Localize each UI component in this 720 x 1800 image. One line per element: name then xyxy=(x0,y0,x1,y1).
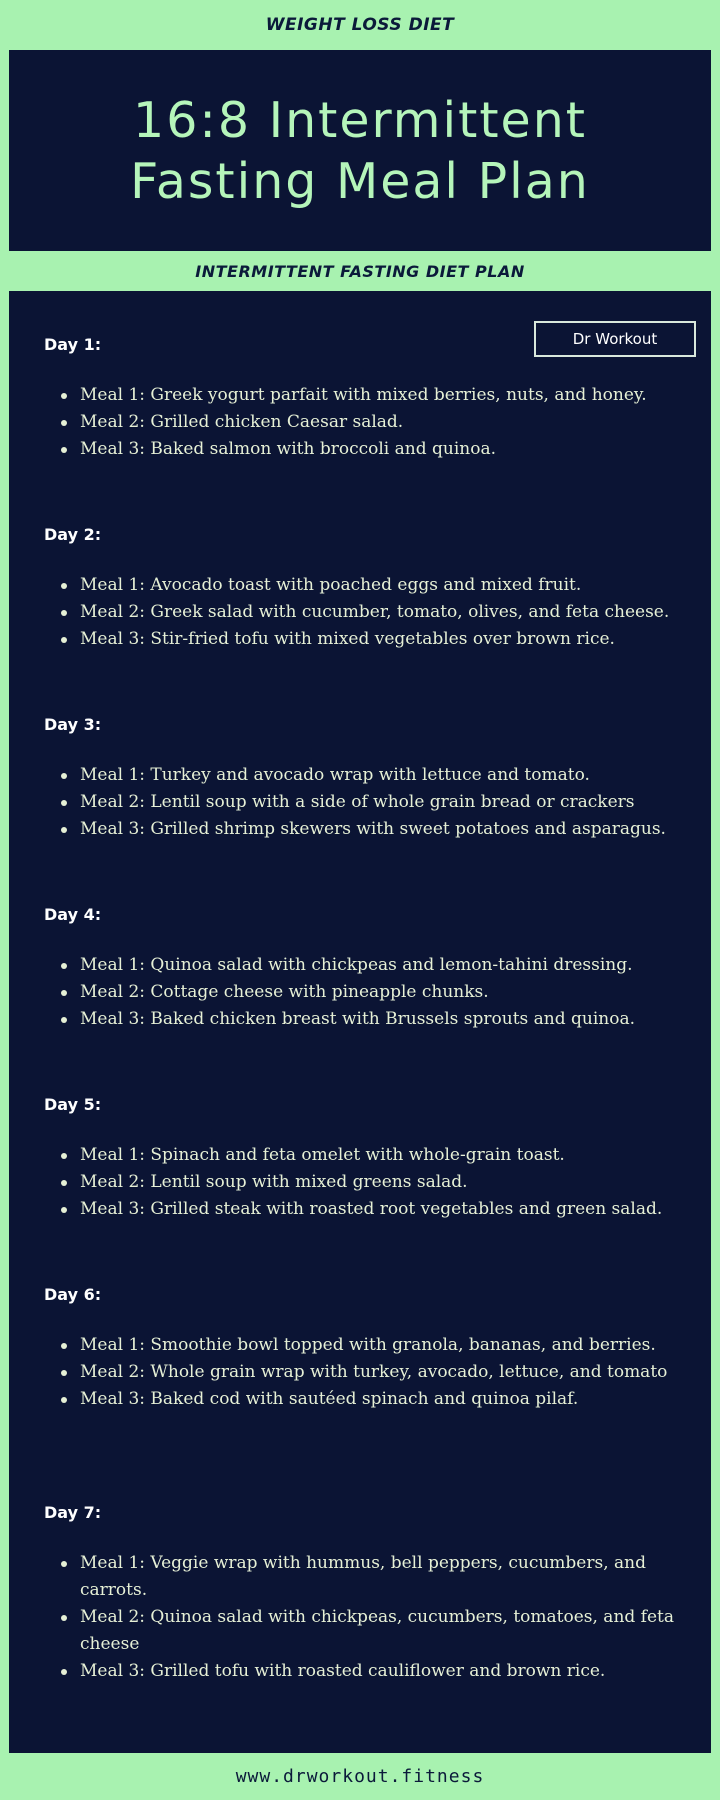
meal-list xyxy=(44,1142,694,1223)
meal-item: Meal 2: Greek salad with cucumber, tomato, olives, and feta cheese. xyxy=(44,599,694,626)
meal-item: Meal 1: Quinoa salad with chickpeas and lemon-tahini dressing. xyxy=(44,952,694,979)
meal-list xyxy=(44,1550,694,1685)
author-badge: Dr Workout xyxy=(534,321,696,357)
meal-list xyxy=(44,762,694,843)
meal-item: Meal 3: Baked chicken breast with Brussels sprouts and quinoa. xyxy=(44,1006,694,1033)
day-title: Day 3: xyxy=(44,715,102,734)
meal-item: Meal 3: Baked salmon with broccoli and quinoa. xyxy=(44,436,694,463)
category-label: WEIGHT LOSS DIET xyxy=(265,15,455,35)
day-title: Day 6: xyxy=(44,1285,102,1304)
day-title: Day 1: xyxy=(44,335,102,354)
meal-list xyxy=(44,952,694,1033)
meal-item: Meal 3: Stir-fried tofu with mixed vegetables over brown rice. xyxy=(44,626,694,653)
page-title xyxy=(130,90,590,212)
day-5-section xyxy=(44,1095,694,1223)
subheader: INTERMITTENT FASTING DIET PLAN xyxy=(195,261,525,281)
meal-list xyxy=(44,1332,694,1413)
meal-list xyxy=(44,572,694,653)
hero-banner xyxy=(9,50,711,251)
day-2-section xyxy=(44,525,694,653)
meal-item: Meal 1: Spinach and feta omelet with whole-grain toast. xyxy=(44,1142,694,1169)
day-4-section xyxy=(44,905,694,1033)
title-line-1: 16:8 Intermittent xyxy=(133,91,587,149)
meal-item: Meal 2: Quinoa salad with chickpeas, cucumbers, tomatoes, and feta cheese xyxy=(44,1604,694,1658)
meal-item: Meal 1: Greek yogurt parfait with mixed berries, nuts, and honey. xyxy=(44,382,694,409)
meal-item: Meal 2: Lentil soup with mixed greens salad. xyxy=(44,1169,694,1196)
meal-item: Meal 1: Smoothie bowl topped with granola, bananas, and berries. xyxy=(44,1332,694,1359)
meal-item: Meal 2: Lentil soup with a side of whole grain bread or crackers xyxy=(44,789,694,816)
day-title: Day 2: xyxy=(44,525,102,544)
day-title: Day 7: xyxy=(44,1503,102,1522)
meal-plan-panel xyxy=(9,291,711,1753)
meal-item: Meal 3: Grilled steak with roasted root vegetables and green salad. xyxy=(44,1196,694,1223)
meal-item: Meal 3: Baked cod with sautéed spinach and quinoa pilaf. xyxy=(44,1386,694,1413)
day-6-section xyxy=(44,1285,694,1413)
meal-list xyxy=(44,382,694,463)
day-7-section xyxy=(44,1503,694,1685)
meal-item: Meal 1: Avocado toast with poached eggs and mixed fruit. xyxy=(44,572,694,599)
meal-item: Meal 2: Cottage cheese with pineapple chunks. xyxy=(44,979,694,1006)
meal-item: Meal 1: Veggie wrap with hummus, bell peppers, cucumbers, and carrots. xyxy=(44,1550,694,1604)
meal-item: Meal 1: Turkey and avocado wrap with lettuce and tomato. xyxy=(44,762,694,789)
meal-item: Meal 3: Grilled shrimp skewers with sweet potatoes and asparagus. xyxy=(44,816,694,843)
footer-url: www.drworkout.fitness xyxy=(235,1766,485,1787)
day-title: Day 4: xyxy=(44,905,102,924)
meal-item: Meal 2: Whole grain wrap with turkey, avocado, lettuce, and tomato xyxy=(44,1359,694,1386)
meal-item: Meal 3: Grilled tofu with roasted cauliflower and brown rice. xyxy=(44,1658,694,1685)
title-line-2: Fasting Meal Plan xyxy=(130,152,590,210)
day-3-section xyxy=(44,715,694,843)
day-title: Day 5: xyxy=(44,1095,102,1114)
day-1-section xyxy=(44,335,694,463)
meal-item: Meal 2: Grilled chicken Caesar salad. xyxy=(44,409,694,436)
